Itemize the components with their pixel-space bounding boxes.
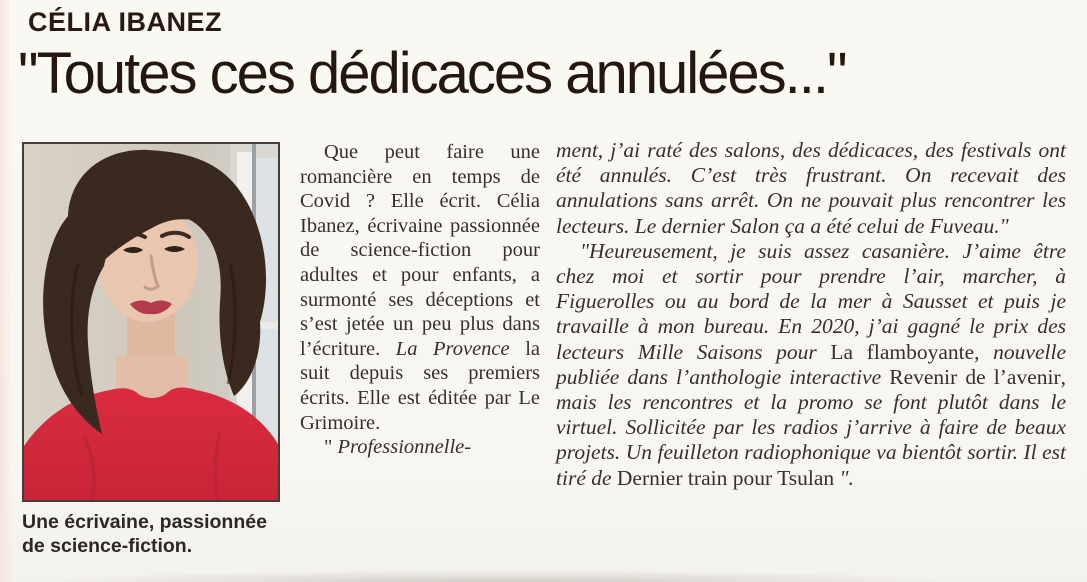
article-photo-figure [22,142,282,559]
article-kicker: CÉLIA IBANEZ [28,7,222,37]
paragraph: ment, j’ai raté des salons, des dédicaces, des festivals ont été annulés. C’est très frustrant. On recevait des annulations sans arrêt. On ne pouvait plus rencontrer les lecteurs. Le dernier Salon ça a été celui de Fuveau." [556,138,1066,238]
portrait-photo [22,142,280,502]
paragraph: "Heureusement, je suis assez casanière. J’aime être chez moi et sortir pour prendre l’air, marcher, à Figuerolles ou au bord de la mer à Sausset et puis je travaille à mon bureau. En 2020, j’ai gagné le prix des lecteurs Mille Saisons pour La flamboyante, nouvelle publiée dans l’anthologie interactive Revenir de l’avenir, mais les rencontres et la promo se font plutôt dans le virtuel. Sollicitée par les radios j’arrive à faire de beaux projets. Un feuilleton radiophonique va bientôt sortir. Il est tiré de Dernier train pour Tsulan ". [556,238,1067,490]
paragraph: Que peut faire une romancière en temps de Covid ? Elle écrit. Célia Ibanez, écrivaine passionnée de science-fiction pour adultes et pour enfants, a surmonté ses déceptions et s’est jetée un peu plus dans l’écriture. La Provence la suit depuis ses premiers écrits. Elle est éditée par Le Grimoire. [300,141,540,434]
article-column-middle [300,140,540,460]
paragraph: " Professionnelle- [324,436,472,459]
article-headline: "Toutes ces dédicaces annulées..." [18,41,846,106]
photo-caption: Une écrivaine, passionnée de science-fiction. [22,511,267,557]
article-column-right [556,138,1066,491]
scan-edge-artifact [0,0,12,582]
scan-shadow-artifact [30,570,970,582]
